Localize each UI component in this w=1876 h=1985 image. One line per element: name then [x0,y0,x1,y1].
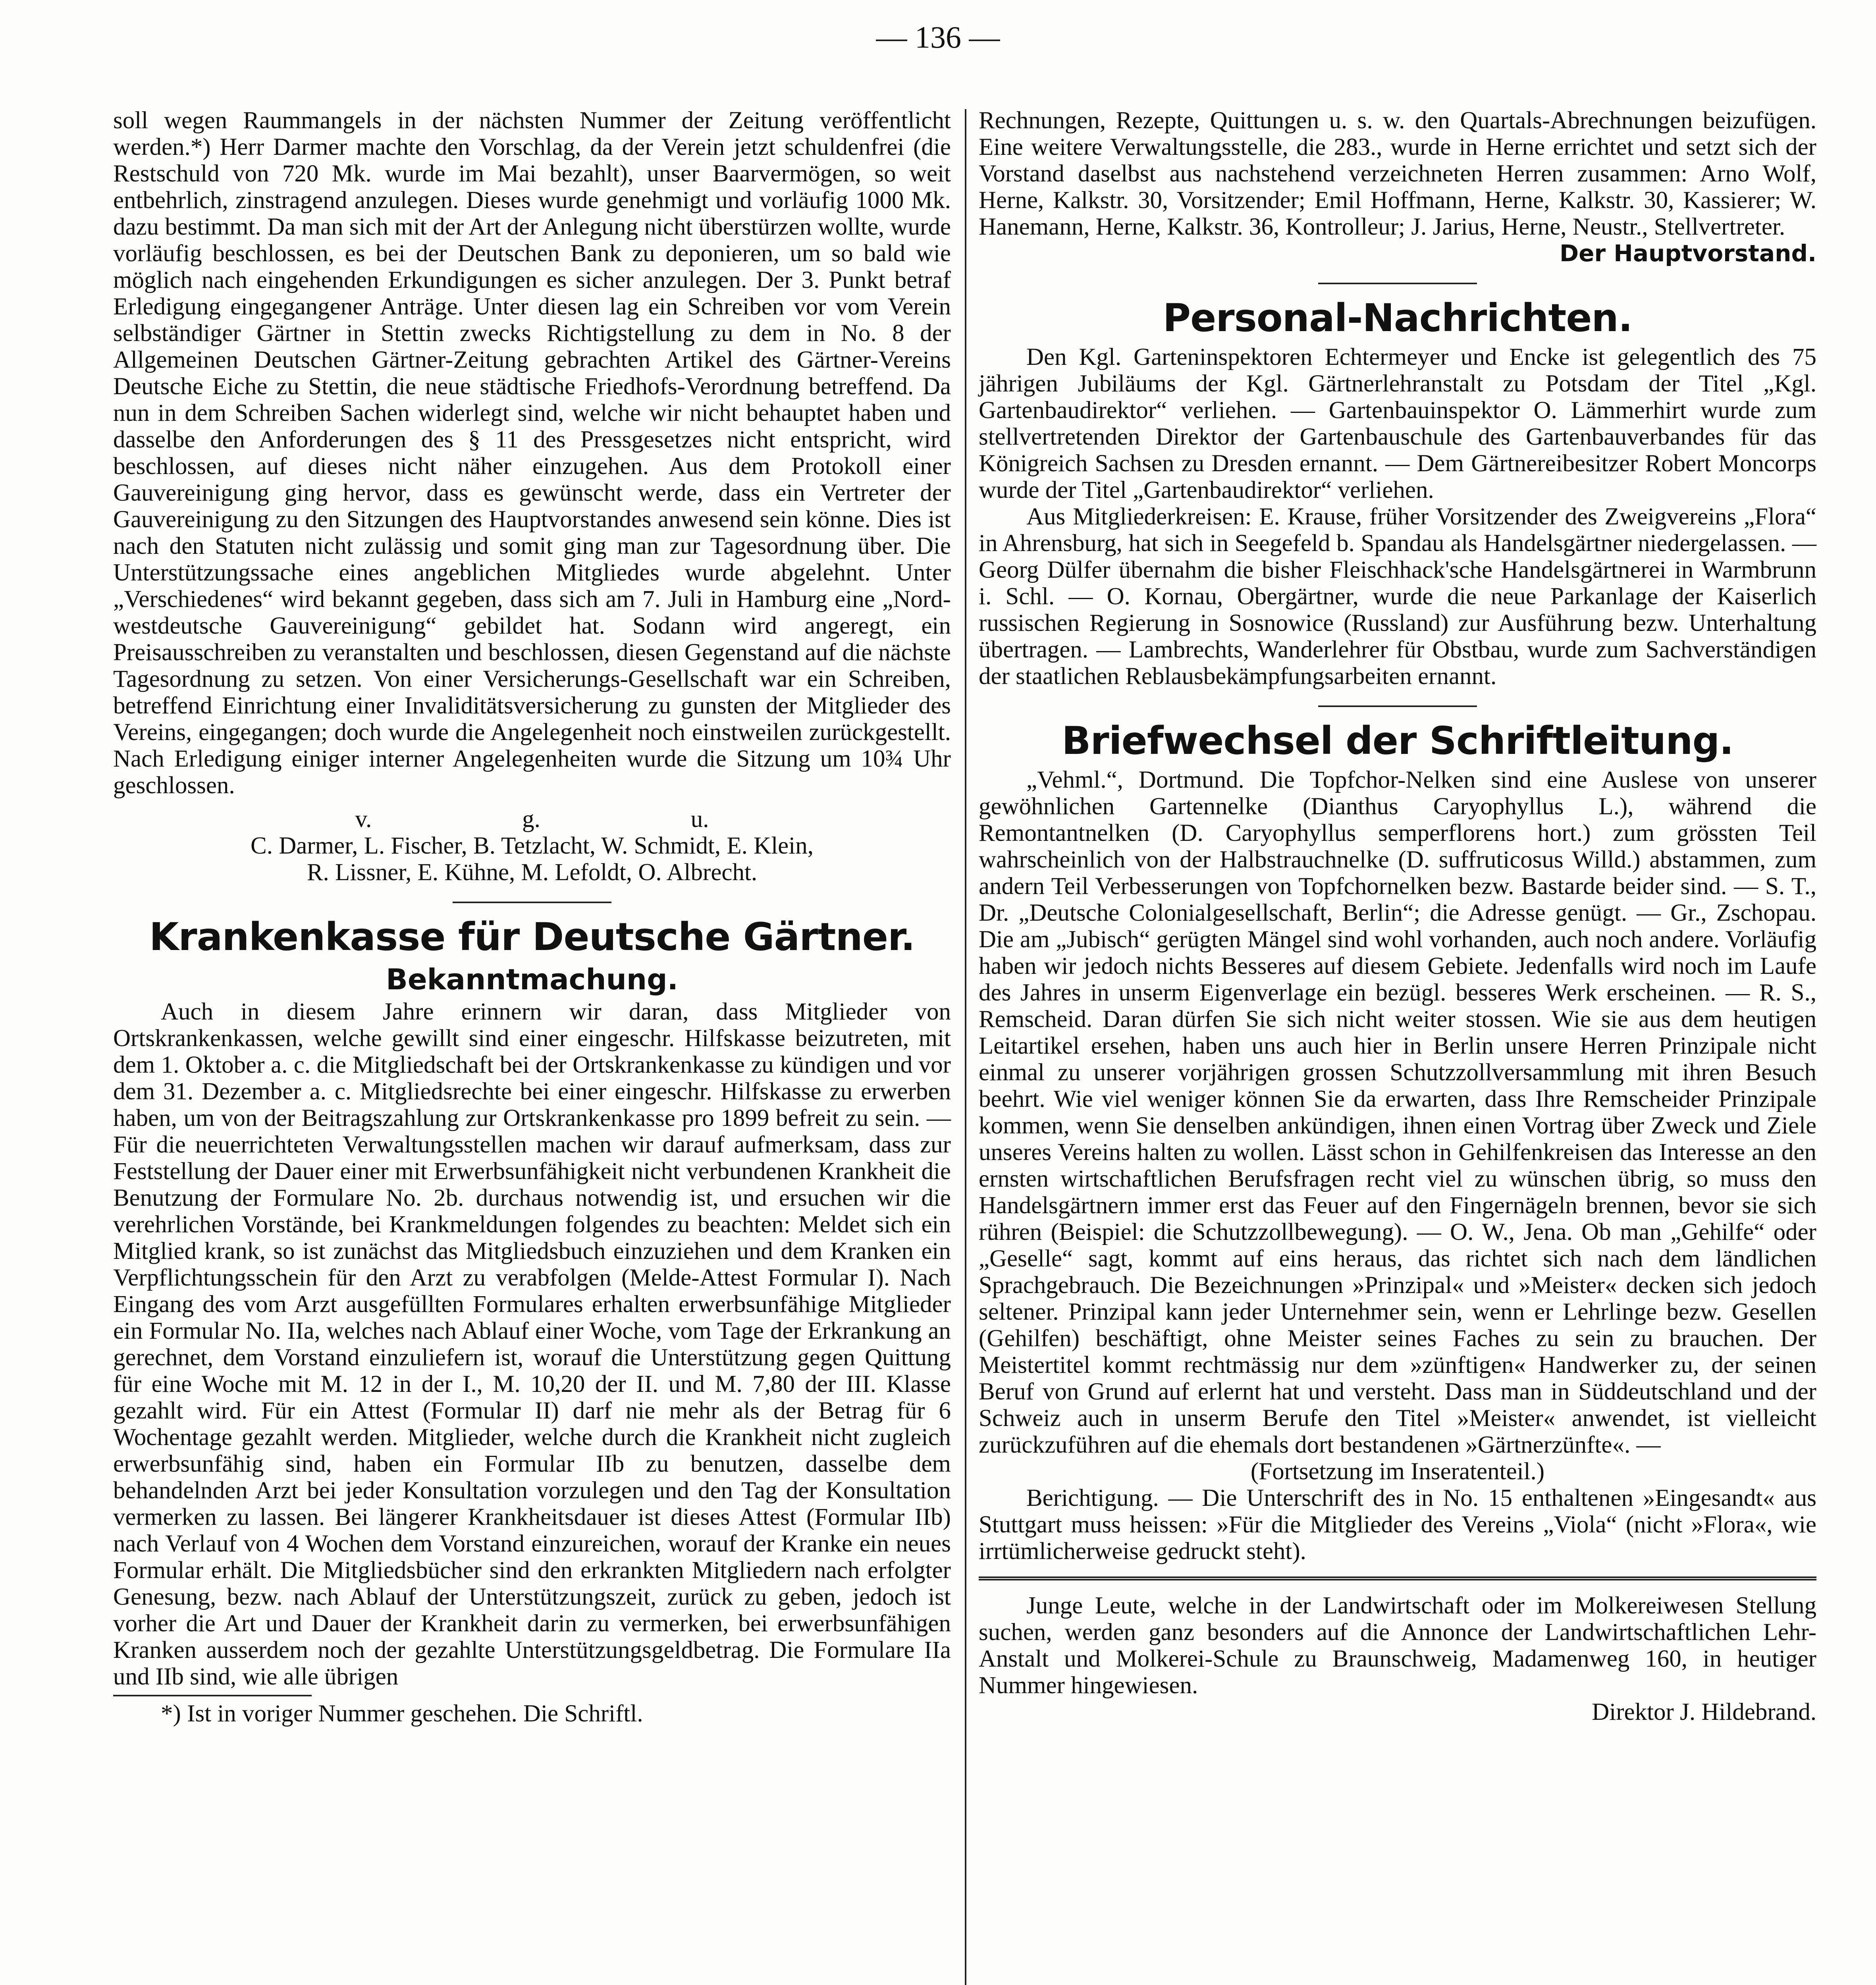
right-column [979,107,1816,1985]
sig-u: u. [690,806,709,833]
fortsetzung-note: (Fortsetzung im Inseratenteil.) [1250,1458,1545,1485]
krankenkasse-text: Auch in diesem Jahre erinnern wir daran, dass Mitglieder von Ortskrankenkassen, welche gewillt sind einer eingeschr. Hilfskasse beizutreten, mit dem 1. Oktober a. c. die Mitgliedschaft bei der Ortskrankenkasse zu kündigen und vor dem 31. Dezember a. c. Mitgliedsrechte bei einer eingeschr. Hilfskasse zu erwerben haben, um von der Beitragszahlung zur Ortskrankenkasse pro 1899 befreit zu sein. — Für die neuerrichteten Verwaltungsstellen machen wir darauf aufmerksam, dass zur Feststellung der Dauer einer mit Erwerbsunfähigkeit nicht verbundenen Krankheit die Benutzung der Formulare No. 2b. durchaus notwendig ist, und ersuchen wir die verehrlichen Vorstände, bei Krankmeldungen folgendes zu beachten: Meldet sich ein Mitglied krank, so ist zunächst das Mitgliedsbuch einzuziehen und dem Kranken ein Verpflichtungsschein für den Arzt zu verabfolgen (Melde-Attest Formular I). Nach Eingang des vom Arzt ausgefüllten Formulares erhalten erwerbsunfähige Mitglieder ein Formular No. IIa, welches nach Ablauf einer Woche, vom Tage der Erkrankung an gerechnet, dem Vorstand einzuliefern ist, worauf die Unterstützung gegen Quittung für eine Woche mit M. 12 in der I., M. 10,20 der II. und M. 7,80 der III. Klasse gezahlt wird. Für ein Attest (Formular II) darf nie mehr als der Betrag für 6 Wochentage gezahlt werden. Mitglieder, welche durch die Krankheit nicht zugleich erwerbsunfähig sind, haben ein Formular IIb zu benutzen, dasselbe dem behandelnden Arzt bei jeder Konsultation vorzulegen und den Tag der Konsultation vermerken zu lassen. Bei längerer Krankheitsdauer ist dieses Attest (Formular IIb) nach Verlauf von 4 Wochen dem Vorstand einzureichen, worauf der Kranke ein neues Formular erhält. Die Mitgliedsbücher sind den erkrankten Mitgliedern nach erfolgter Genesung, bezw. nach Ablauf der Unterstützungszeit, zurück zu geben, jedoch ist vorher die Art und Dauer der Krankheit darin zu vermerken, bei erwerbsunfähigen Kranken ausserdem noch der gezahlte Unterstützungsgeldbetrag. Die Formulare IIa und IIb sind, wie alle übrigen [113,998,951,1690]
signatories-line-1: C. Darmer, L. Fischer, B. Tetzlacht, W. Schmidt, E. Klein, [251,833,814,859]
double-rule [979,1576,1816,1580]
column-divider [965,109,966,1985]
junge-leute-notice: Junge Leute, welche in der Landwirtschaft oder im Molkereiwesen Stellung suchen, werden ganz besonders auf die Annonce der Landwirtschaftlichen Lehr-Anstalt und Molkerei-Schule zu Braunschweig, Madamenweg 160, in heutiger Nummer hingewiesen. [979,1592,1816,1699]
signatories-line-2: R. Lissner, E. Kühne, M. Lefoldt, O. Albrecht. [307,859,758,886]
briefwechsel-text: „Vehml.“, Dortmund. Die Topfchor-Nelken sind eine Auslese von unserer gewöhnlichen Gartennelke (Dianthus Caryophyllus L.), während die Remontantnelken (D. Caryophyllus semperflorens hort.) zum grössten Teil wahrscheinlich von der Halbstrauchnelke (D. suffruticosus Willd.) abstammen, zum andern Teil Verbesserungen von Topfchornelken bezw. Bastarde beider sind. — S. T., Dr. „Deutsche Colonialgesellschaft, Berlin“; die Adresse genügt. — Gr., Zschopau. Die am „Jubisch“ gerügten Mängel sind wohl vorhanden, auch noch andere. Vorläufig haben wir jedoch nichts Besseres auf diesem Gebiete. Jedenfalls wird noch im Laufe des Jahres in unserm Eigenverlage ein bezügl. besseres Werk erscheinen. — R. S., Remscheid. Daran dürfen Sie sich nicht weiter stossen. Wie sie aus dem heutigen Leitartikel ersehen, haben uns auch hier in Berlin unsere Herren Prinzipale nicht einmal zu unserer vorjährigen grossen Schutzzollversammlung mit ihren Besuch beehrt. Wie viel weniger können Sie da erwarten, dass Ihre Remscheider Prinzipale kommen, wenn Sie denselben ankündigen, ihnen einen Vortrag über Zweck und Ziele unseres Vereins halten zu wollen. Lässt schon in Gehilfenkreisen das Interesse an den ernsten wirtschaftlichen Berufsfragen recht viel zu wünschen übrig, so muss den Handelsgärtnern immer erst das Feuer auf den Fingernägeln brennen, bevor sie sich rühren (Beispiel: die Schutzzollbewegung). — O. W., Jena. Ob man „Gehilfe“ oder „Geselle“ sagt, kommt auf eins heraus, das richtet sich nach dem ländlichen Sprachgebrauch. Die Bezeichnungen »Prinzipal« und »Meister« decken sich jedoch seltener. Prinzipal kann jeder Unternehmer sein, wenn er Lehrlinge bezw. Gesellen (Gehilfen) beschäftigt, ohne Meister seines Faches zu sein zu brauchen. Der Meistertitel kommt rechtmässig nur dem »zünftigen« Handwerker zu, der seinen Beruf von Grund auf erlernt hat und versteht. Dass man in Süddeutschland und der Schweiz auch in unserm Berufe den Titel »Meister« anwendet, ist vielleicht zurückzuführen auf die ehemals dort bestandenen »Gärtnerzünfte«. — [979,767,1816,1458]
footnote: *) Ist in voriger Nummer geschehen. Die Schriftl. [161,1700,643,1727]
berichtigung-text: Berichtigung. — Die Unterschrift des in No. 15 enthaltenen »Eingesandt« aus Stuttgart muss heissen: »Für die Mitglieder des Vereins „Viola“ (nicht »Flora«, wie irrtümlicherweise gedruckt steht). [979,1485,1816,1565]
sig-v: v. [355,806,372,833]
briefwechsel-heading: Briefwechsel der Schriftleitung. [1062,719,1733,763]
personal-heading: Personal-Nachrichten. [1163,296,1633,340]
hauptvorstand-signature: Der Hauptvorstand. [1560,240,1816,267]
protocol-continuation: soll wegen Raummangels in der nächsten Nummer der Zeitung veröffentlicht werden.*) Herr Darmer machte den Vorschlag, da der Verein jetzt schuldenfrei (die Restschuld von 720 Mk. wurde im Mai bezahlt), unser Baarvermögen, so weit entbehrlich, zinstragend anzulegen. Dieses wurde genehmigt und vorläufig 1000 Mk. dazu bestimmt. Da man sich mit der Art der Anlegung nicht überstürzen wollte, wurde vorläufig beschlossen, es bei der Deutschen Bank zu deponieren, um so bald wie möglich nach eingehenden Erkundigungen es sicher anzulegen. Der 3. Punkt betraf Erledigung eingegangener Anträge. Unter diesen lag ein Schreiben vor vom Verein selbständiger Gärtner in Stettin zwecks Richtigstellung zu dem in No. 8 der Allgemeinen Deutschen Gärtner-Zeitung gebrachten Artikel des Gärtner-Vereins Deutsche Eiche zu Stettin, die neue städtische Friedhofs-Verordnung betreffend. Da nun in dem Schreiben Sachen widerlegt sind, welche wir nicht behauptet haben und dasselbe den Anforderungen des § 11 des Pressgesetzes nicht entspricht, wird beschlossen, auf dieses nicht näher einzugehen. Aus dem Protokoll einer Gauvereinigung ging hervor, dass es gewünscht werde, dass ein Vertreter der Gauvereinigung zu den Sitzungen des Hauptvorstandes anwesend sein könne. Dies ist nach den Statuten nicht zulässig und somit ging man zur Tagesordnung über. Die Unterstützungssache eines angeblichen Mitgliedes wurde abgelehnt. Unter „Verschiedenes“ wird bekannt gegeben, dass sich am 7. Juli in Hamburg eine „Nord-westdeutsche Gauvereinigung“ gebildet hat. Sodann wird angeregt, ein Preisausschreiben zu veranstalten und beschlossen, diesen Gegenstand auf die nächste Tagesordnung zu setzen. Von einer Versicherungs-Gesellschaft war ein Schreiben, betreffend Einrichtung einer Invaliditätsversicherung zu gunsten der Mitglieder des Vereins, eingegangen; doch wurde die Angelegenheit noch einstweilen zurückgestellt. Nach Erledigung einiger interner Angelegenheiten wurde die Sitzung um 10¾ Uhr geschlossen. [113,107,951,799]
footnote-divider [113,1695,312,1696]
verwaltung-continuation: Rechnungen, Rezepte, Quittungen u. s. w. den Quartals-Abrechnungen beizufügen. Eine weitere Verwaltungsstelle, die 283., wurde in Herne errichtet und setzt sich der Vorstand daselbst aus nachstehend verzeichneten Herren zusammen: Arno Wolf, Herne, Kalkstr. 30, Vorsitzender; Emil Hoffmann, Herne, Kalkstr. 30, Kassierer; W. Hanemann, Herne, Kalkstr. 36, Kontrolleur; J. Jarius, Herne, Neustr., Stellvertreter. [979,107,1816,240]
sig-g: g. [522,806,540,833]
direktor-signature: Direktor J. Hildebrand. [1592,1699,1816,1725]
personal-paragraph-2: Aus Mitgliederkreisen: E. Krause, früher Vorsitzender des Zweigvereins „Flora“ in Ahrensburg, hat sich in Seegefeld b. Spandau als Handelsgärtner niedergelassen. — Georg Dülfer übernahm die bisher Fleischhack'sche Handelsgärtnerei in Warmbrunn i. Schl. — O. Kornau, Obergärtner, wurde die neue Parkanlage der Kaiserlich russischen Regierung in Sosnowice (Russland) zur Ausführung bezw. Unterhaltung übertragen. — Lambrechts, Wanderlehrer für Obstbau, wurde zum Sachverständigen der staatlichen Reblausbekämpfungsarbeiten ernannt. [979,503,1816,690]
krankenkasse-heading: Krankenkasse für Deutsche Gärtner. [149,915,915,959]
personal-paragraph-1: Den Kgl. Garteninspektoren Echtermeyer und Encke ist gelegentlich des 75 jährigen Jubiläums der Kgl. Gärtnerlehranstalt zu Potsdam der Titel „Kgl. Gartenbaudirektor“ verliehen. — Gartenbauinspektor O. Lämmerhirt wurde zum stellvertretenden Direktor der Gartenbauschule des Gartenbauverbandes für das Königreich Sachsen zu Dresden ernannt. — Dem Gärtnereibesitzer Robert Moncorps wurde der Titel „Gartenbaudirektor“ verliehen. [979,344,1816,503]
signature-abbrev [113,806,951,833]
left-column [113,107,951,1985]
page-number: — 136 — [876,20,1000,54]
section-divider [1318,283,1477,284]
bekanntmachung-heading: Bekanntmachung. [386,963,679,996]
section-divider [453,902,611,903]
section-divider [1318,705,1477,707]
